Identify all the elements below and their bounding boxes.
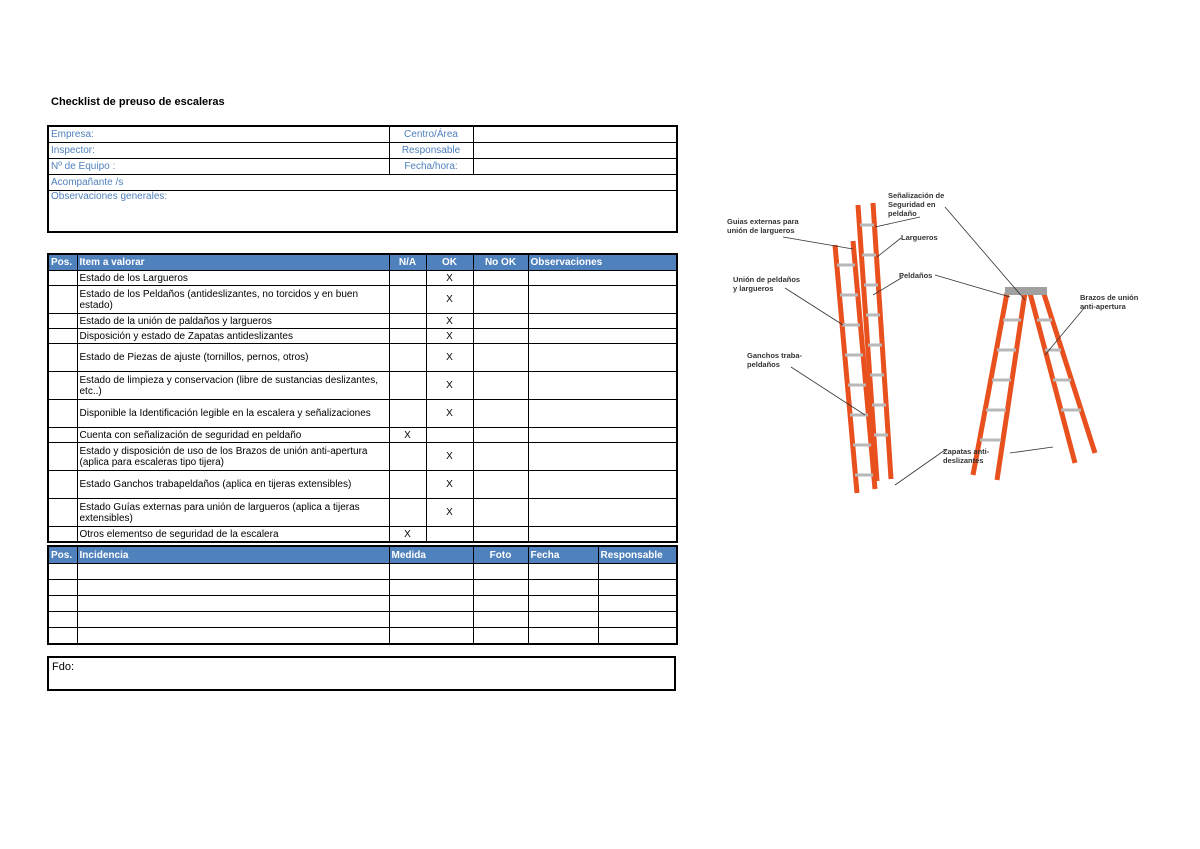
col-ok: OK [426,254,473,271]
inspector-label: Inspector: [48,143,389,159]
fecha-label: Fecha/hora: [389,159,473,175]
row-pos[interactable] [48,329,77,344]
general-info-table [47,125,678,233]
extension-ladder [835,203,891,493]
row-ok[interactable]: X [426,344,473,372]
label-senal: Señalización de Seguridad en peldaño [888,191,945,218]
row-observaciones[interactable] [528,329,677,344]
empresa-label: Empresa: [48,126,389,143]
row-ok[interactable]: X [426,271,473,286]
acompanante-label: Acompañante /s [48,175,677,191]
row-no-ok[interactable] [473,527,528,543]
row-no-ok[interactable] [473,286,528,314]
signature-box[interactable] [47,656,676,691]
row-no-ok[interactable] [473,372,528,400]
col-fecha: Fecha [528,546,598,564]
table-row [48,527,677,543]
row-item: Estado de Piezas de ajuste (tornillos, pernos, otros) [77,344,389,372]
row-ok[interactable]: X [426,471,473,499]
centro-value[interactable] [473,126,677,143]
table-row [48,564,677,580]
row-item: Estado de los Peldaños (antideslizantes, no torcidos y en buen estado) [77,286,389,314]
row-observaciones[interactable] [528,499,677,527]
row-no-ok[interactable] [473,471,528,499]
page-title: Checklist de preuso de escaleras [51,96,225,108]
row-observaciones[interactable] [528,271,677,286]
row-pos[interactable] [48,372,77,400]
centro-label: Centro/Área [389,126,473,143]
row-item: Disposición y estado de Zapatas antideslizantes [77,329,389,344]
row-observaciones[interactable] [528,400,677,428]
row-pos[interactable] [48,428,77,443]
row-no-ok[interactable] [473,314,528,329]
row-no-ok[interactable] [473,443,528,471]
row-item: Estado de la unión de paldaños y largueros [77,314,389,329]
row-observaciones[interactable] [528,372,677,400]
row-observaciones[interactable] [528,471,677,499]
row-na[interactable]: X [389,527,426,543]
label-zapatas: Zapatas anti- deslizantes [943,447,990,465]
row-ok[interactable]: X [426,329,473,344]
row-pos[interactable] [48,471,77,499]
col-medida: Medida [389,546,473,564]
row-item: Otros elementso de seguridad de la escalera [77,527,389,543]
row-na[interactable] [389,314,426,329]
row-observaciones[interactable] [528,443,677,471]
table-row [48,400,677,428]
label-brazos: Brazos de unión anti-apertura [1080,293,1139,311]
checklist-table [47,253,678,543]
row-na[interactable]: X [389,428,426,443]
row-observaciones[interactable] [528,527,677,543]
fecha-value[interactable] [473,159,677,175]
row-no-ok[interactable] [473,400,528,428]
responsable-value[interactable] [473,143,677,159]
signature-label: Fdo: [52,661,75,673]
row-ok[interactable]: X [426,400,473,428]
col-pos: Pos. [48,546,77,564]
table-row [48,428,677,443]
incidents-table [47,545,678,645]
row-item: Estado Guías externas para unión de largueros (aplica a tijeras extensibles) [77,499,389,527]
row-pos[interactable] [48,499,77,527]
table-row [48,372,677,400]
row-item: Estado Ganchos trabapeldaños (aplica en tijeras extensibles) [77,471,389,499]
row-ok[interactable] [426,527,473,543]
row-item: Cuenta con señalización de seguridad en peldaño [77,428,389,443]
row-na[interactable] [389,329,426,344]
ladder-illustration [725,185,1170,505]
col-responsable: Responsable [598,546,677,564]
row-item: Disponible la Identificación legible en la escalera y señalizaciones [77,400,389,428]
row-pos[interactable] [48,400,77,428]
col-na: N/A [389,254,426,271]
label-peldanos: Peldaños [899,271,933,280]
table-row [48,329,677,344]
row-ok[interactable]: X [426,499,473,527]
row-ok[interactable]: X [426,372,473,400]
row-observaciones[interactable] [528,286,677,314]
table-row [48,628,677,645]
label-ganchos: Ganchos traba- peldaños [747,351,803,369]
row-na[interactable] [389,471,426,499]
row-observaciones[interactable] [528,344,677,372]
table-row [48,580,677,596]
row-item: Estado y disposición de uso de los Brazos de unión anti-apertura (aplica para escaleras tipo tijera) [77,443,389,471]
row-pos[interactable] [48,271,77,286]
equipo-label: Nº de Equipo : [48,159,389,175]
row-ok[interactable]: X [426,443,473,471]
row-na[interactable] [389,271,426,286]
col-pos: Pos. [48,254,77,271]
responsable-label: Responsable [389,143,473,159]
col-item: Item a valorar [77,254,389,271]
row-no-ok[interactable] [473,499,528,527]
row-no-ok[interactable] [473,428,528,443]
col-no-ok: No OK [473,254,528,271]
row-na[interactable] [389,499,426,527]
row-item: Estado de los Largueros [77,271,389,286]
row-ok[interactable] [426,428,473,443]
row-na[interactable] [389,443,426,471]
label-union: Unión de peldaños y largueros [733,275,801,293]
table-row [48,286,677,314]
row-ok[interactable]: X [426,314,473,329]
table-row [48,612,677,628]
row-ok[interactable]: X [426,286,473,314]
table-row [48,271,677,286]
row-pos[interactable] [48,527,77,543]
row-na[interactable] [389,372,426,400]
row-observaciones[interactable] [528,428,677,443]
row-no-ok[interactable] [473,329,528,344]
row-pos[interactable] [48,286,77,314]
row-na[interactable] [389,344,426,372]
table-row [48,596,677,612]
row-na[interactable] [389,400,426,428]
col-incidencia: Incidencia [77,546,389,564]
table-row [48,471,677,499]
row-observaciones[interactable] [528,314,677,329]
row-na[interactable] [389,286,426,314]
table-row [48,443,677,471]
table-row [48,344,677,372]
label-largueros: Largueros [901,233,938,242]
row-pos[interactable] [48,443,77,471]
observaciones-label: Observaciones generales: [48,191,677,233]
row-item: Estado de limpieza y conservacion (libre de sustancias deslizantes, etc..) [77,372,389,400]
table-row [48,314,677,329]
row-pos[interactable] [48,314,77,329]
step-ladder [973,291,1095,480]
label-guias: Guias externas para unión de largueros [727,217,799,235]
row-no-ok[interactable] [473,271,528,286]
row-no-ok[interactable] [473,344,528,372]
row-pos[interactable] [48,344,77,372]
col-foto: Foto [473,546,528,564]
col-observaciones: Observaciones [528,254,677,271]
table-row [48,499,677,527]
